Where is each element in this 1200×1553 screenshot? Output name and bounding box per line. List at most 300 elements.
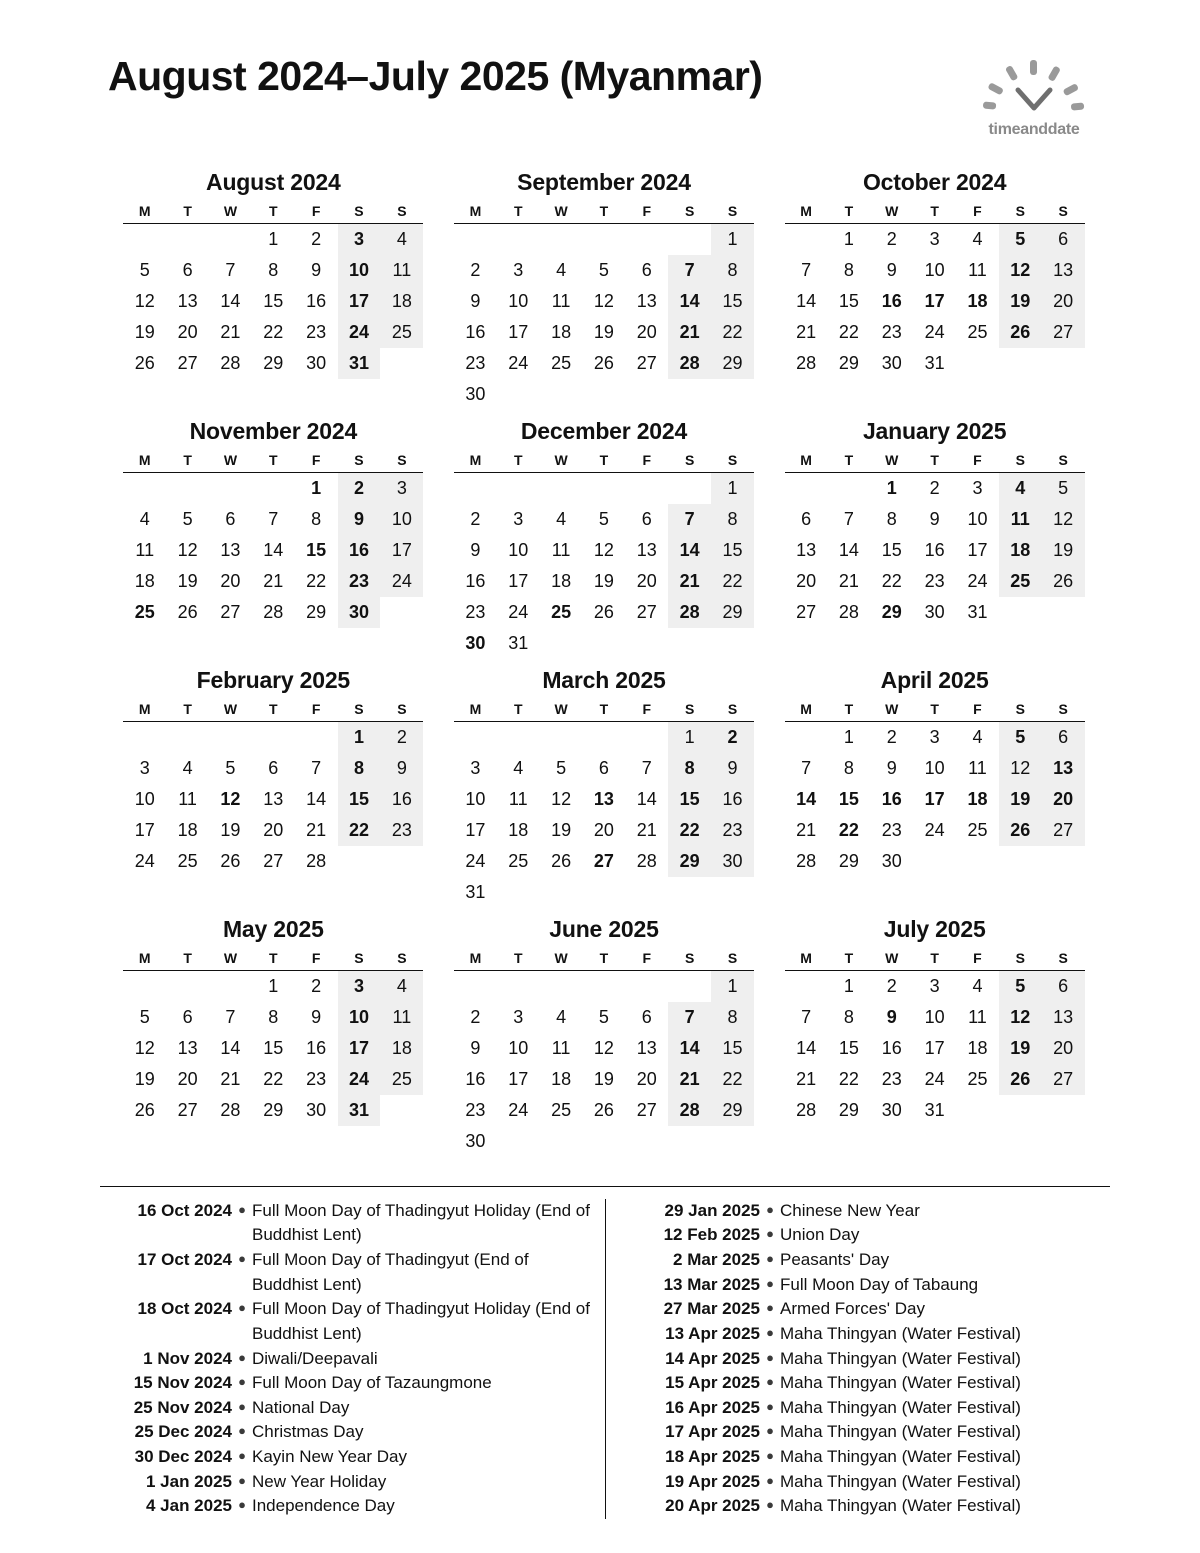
day-cell[interactable]: 13 <box>177 291 198 311</box>
day-cell[interactable]: 20 <box>796 571 817 591</box>
day-cell[interactable]: 6 <box>1042 971 1085 1003</box>
day-cell[interactable]: 9 <box>311 1007 322 1027</box>
day-cell[interactable]: 8 <box>886 509 897 529</box>
day-cell[interactable]: 11 <box>968 758 987 778</box>
day-cell[interactable]: 15 <box>711 535 754 566</box>
day-cell[interactable]: 27 <box>636 602 657 622</box>
day-cell[interactable]: 3 <box>513 509 524 529</box>
day-cell[interactable]: 10 <box>508 1038 529 1058</box>
day-cell[interactable]: 20 <box>636 322 657 342</box>
day-cell[interactable]: 5 <box>139 260 150 280</box>
day-cell[interactable]: 10 <box>134 789 155 809</box>
day-cell[interactable]: 16 <box>306 1038 327 1058</box>
day-cell[interactable]: 28 <box>796 851 817 871</box>
day-cell[interactable]: 13 <box>796 540 817 560</box>
day-cell[interactable]: 9 <box>929 509 940 529</box>
day-cell[interactable]: 11 <box>551 291 571 311</box>
day-cell[interactable]: 26 <box>551 851 572 871</box>
day-cell[interactable]: 8 <box>668 753 711 784</box>
day-cell[interactable]: 6 <box>182 1007 193 1027</box>
day-cell[interactable]: 20 <box>263 820 284 840</box>
day-cell[interactable]: 2 <box>929 478 940 498</box>
day-cell[interactable]: 26 <box>999 317 1042 348</box>
day-cell[interactable]: 24 <box>508 1100 529 1120</box>
day-cell[interactable]: 21 <box>263 571 284 591</box>
day-cell[interactable]: 2 <box>470 260 481 280</box>
day-cell[interactable]: 22 <box>711 317 754 348</box>
day-cell[interactable]: 18 <box>551 571 572 591</box>
day-cell[interactable]: 24 <box>338 317 381 348</box>
day-cell[interactable]: 16 <box>380 784 423 815</box>
day-cell[interactable]: 31 <box>465 882 486 902</box>
day-cell[interactable]: 13 <box>636 540 657 560</box>
day-cell[interactable]: 21 <box>220 322 241 342</box>
day-cell[interactable]: 23 <box>465 1100 486 1120</box>
day-cell[interactable]: 4 <box>139 509 150 529</box>
day-cell[interactable]: 28 <box>306 851 327 871</box>
day-cell[interactable]: 15 <box>263 291 284 311</box>
day-cell[interactable]: 18 <box>999 535 1042 566</box>
day-cell[interactable]: 28 <box>220 353 241 373</box>
day-cell[interactable]: 14 <box>838 540 859 560</box>
day-cell[interactable]: 16 <box>465 571 486 591</box>
day-cell[interactable]: 19 <box>134 322 155 342</box>
day-cell[interactable]: 22 <box>838 1069 859 1089</box>
day-cell[interactable]: 9 <box>886 1007 897 1027</box>
day-cell[interactable]: 12 <box>134 291 155 311</box>
day-cell[interactable]: 8 <box>268 1007 279 1027</box>
day-cell[interactable]: 14 <box>796 1038 817 1058</box>
day-cell[interactable]: 29 <box>711 348 754 379</box>
day-cell[interactable]: 5 <box>598 260 609 280</box>
day-cell[interactable]: 15 <box>711 1033 754 1064</box>
day-cell[interactable]: 9 <box>338 504 381 535</box>
day-cell[interactable]: 15 <box>668 784 711 815</box>
day-cell[interactable]: 3 <box>338 971 381 1003</box>
day-cell[interactable]: 1 <box>338 722 381 754</box>
day-cell[interactable]: 27 <box>1042 317 1085 348</box>
day-cell[interactable]: 29 <box>838 851 859 871</box>
day-cell[interactable]: 20 <box>636 1069 657 1089</box>
day-cell[interactable]: 18 <box>380 286 423 317</box>
day-cell[interactable]: 14 <box>796 789 817 809</box>
day-cell[interactable]: 4 <box>999 473 1042 505</box>
day-cell[interactable]: 30 <box>338 597 381 628</box>
day-cell[interactable]: 11 <box>508 789 528 809</box>
day-cell[interactable]: 30 <box>924 602 945 622</box>
day-cell[interactable]: 14 <box>306 789 327 809</box>
day-cell[interactable]: 11 <box>135 540 155 560</box>
day-cell[interactable]: 22 <box>263 322 284 342</box>
day-cell[interactable]: 28 <box>668 1095 711 1126</box>
day-cell[interactable]: 24 <box>924 820 945 840</box>
day-cell[interactable]: 19 <box>220 820 241 840</box>
day-cell[interactable]: 19 <box>593 1069 614 1089</box>
day-cell[interactable]: 30 <box>465 384 486 404</box>
day-cell[interactable]: 9 <box>711 753 754 784</box>
day-cell[interactable]: 18 <box>177 820 198 840</box>
day-cell[interactable]: 23 <box>306 322 327 342</box>
day-cell[interactable]: 6 <box>598 758 609 778</box>
day-cell[interactable]: 24 <box>338 1064 381 1095</box>
day-cell[interactable]: 27 <box>263 851 284 871</box>
day-cell[interactable]: 23 <box>881 322 902 342</box>
day-cell[interactable]: 2 <box>470 509 481 529</box>
day-cell[interactable]: 21 <box>668 566 711 597</box>
day-cell[interactable]: 21 <box>668 317 711 348</box>
day-cell[interactable]: 22 <box>838 820 859 840</box>
day-cell[interactable]: 8 <box>843 1007 854 1027</box>
day-cell[interactable]: 18 <box>967 1038 988 1058</box>
day-cell[interactable]: 1 <box>711 224 754 256</box>
day-cell[interactable]: 20 <box>1042 784 1085 815</box>
day-cell[interactable]: 15 <box>838 291 859 311</box>
day-cell[interactable]: 1 <box>268 976 279 996</box>
day-cell[interactable]: 30 <box>881 851 902 871</box>
day-cell[interactable]: 23 <box>380 815 423 846</box>
day-cell[interactable]: 11 <box>551 540 571 560</box>
day-cell[interactable]: 6 <box>268 758 279 778</box>
day-cell[interactable]: 5 <box>999 971 1042 1003</box>
day-cell[interactable]: 12 <box>593 540 614 560</box>
day-cell[interactable]: 28 <box>220 1100 241 1120</box>
day-cell[interactable]: 25 <box>967 1069 988 1089</box>
day-cell[interactable]: 10 <box>924 758 945 778</box>
day-cell[interactable]: 4 <box>380 224 423 256</box>
day-cell[interactable]: 15 <box>263 1038 284 1058</box>
day-cell[interactable]: 8 <box>711 504 754 535</box>
day-cell[interactable]: 19 <box>999 784 1042 815</box>
day-cell[interactable]: 4 <box>182 758 193 778</box>
day-cell[interactable]: 12 <box>999 753 1042 784</box>
day-cell[interactable]: 5 <box>225 758 236 778</box>
day-cell[interactable]: 7 <box>311 758 322 778</box>
day-cell[interactable]: 2 <box>470 1007 481 1027</box>
day-cell[interactable]: 12 <box>1042 504 1085 535</box>
day-cell[interactable]: 31 <box>338 1095 381 1126</box>
day-cell[interactable]: 31 <box>924 1100 945 1120</box>
day-cell[interactable]: 10 <box>465 789 486 809</box>
day-cell[interactable]: 16 <box>924 540 945 560</box>
day-cell[interactable]: 5 <box>999 224 1042 256</box>
day-cell[interactable]: 15 <box>338 784 381 815</box>
day-cell[interactable]: 6 <box>641 509 652 529</box>
day-cell[interactable]: 9 <box>470 291 481 311</box>
day-cell[interactable]: 24 <box>380 566 423 597</box>
day-cell[interactable]: 4 <box>556 509 567 529</box>
day-cell[interactable]: 22 <box>263 1069 284 1089</box>
day-cell[interactable]: 5 <box>556 758 567 778</box>
day-cell[interactable]: 26 <box>177 602 198 622</box>
day-cell[interactable]: 1 <box>711 971 754 1003</box>
day-cell[interactable]: 13 <box>636 1038 657 1058</box>
day-cell[interactable]: 17 <box>380 535 423 566</box>
day-cell[interactable]: 17 <box>465 820 486 840</box>
day-cell[interactable]: 2 <box>338 473 381 505</box>
day-cell[interactable]: 24 <box>967 571 988 591</box>
day-cell[interactable]: 30 <box>711 846 754 877</box>
day-cell[interactable]: 3 <box>139 758 150 778</box>
day-cell[interactable]: 5 <box>598 1007 609 1027</box>
day-cell[interactable]: 17 <box>967 540 988 560</box>
day-cell[interactable]: 22 <box>668 815 711 846</box>
day-cell[interactable]: 24 <box>465 851 486 871</box>
day-cell[interactable]: 17 <box>924 291 945 311</box>
day-cell[interactable]: 7 <box>843 509 854 529</box>
day-cell[interactable]: 28 <box>796 1100 817 1120</box>
day-cell[interactable]: 27 <box>1042 1064 1085 1095</box>
day-cell[interactable]: 1 <box>668 722 711 754</box>
day-cell[interactable]: 27 <box>636 1100 657 1120</box>
day-cell[interactable]: 16 <box>881 1038 902 1058</box>
day-cell[interactable]: 25 <box>508 851 529 871</box>
day-cell[interactable]: 6 <box>1042 224 1085 256</box>
day-cell[interactable]: 9 <box>380 753 423 784</box>
day-cell[interactable]: 17 <box>924 789 945 809</box>
day-cell[interactable]: 17 <box>338 286 381 317</box>
day-cell[interactable]: 10 <box>967 509 988 529</box>
day-cell[interactable]: 23 <box>881 820 902 840</box>
day-cell[interactable]: 8 <box>268 260 279 280</box>
day-cell[interactable]: 3 <box>513 1007 524 1027</box>
day-cell[interactable]: 3 <box>929 976 940 996</box>
day-cell[interactable]: 11 <box>968 1007 987 1027</box>
day-cell[interactable]: 3 <box>972 478 983 498</box>
day-cell[interactable]: 26 <box>593 353 614 373</box>
day-cell[interactable]: 13 <box>177 1038 198 1058</box>
day-cell[interactable]: 10 <box>924 1007 945 1027</box>
day-cell[interactable]: 30 <box>306 1100 327 1120</box>
day-cell[interactable]: 21 <box>796 820 817 840</box>
day-cell[interactable]: 6 <box>225 509 236 529</box>
day-cell[interactable]: 25 <box>551 602 572 622</box>
day-cell[interactable]: 14 <box>263 540 284 560</box>
day-cell[interactable]: 18 <box>134 571 155 591</box>
day-cell[interactable]: 10 <box>380 504 423 535</box>
day-cell[interactable]: 5 <box>598 509 609 529</box>
day-cell[interactable]: 2 <box>886 229 897 249</box>
day-cell[interactable]: 4 <box>972 229 983 249</box>
day-cell[interactable]: 1 <box>711 473 754 505</box>
day-cell[interactable]: 28 <box>668 348 711 379</box>
day-cell[interactable]: 11 <box>380 1002 423 1033</box>
day-cell[interactable]: 27 <box>593 851 614 871</box>
day-cell[interactable]: 17 <box>134 820 155 840</box>
day-cell[interactable]: 6 <box>1042 722 1085 754</box>
day-cell[interactable]: 19 <box>593 571 614 591</box>
day-cell[interactable]: 23 <box>881 1069 902 1089</box>
day-cell[interactable]: 16 <box>465 322 486 342</box>
day-cell[interactable]: 31 <box>924 353 945 373</box>
day-cell[interactable]: 12 <box>999 1002 1042 1033</box>
day-cell[interactable]: 26 <box>134 1100 155 1120</box>
day-cell[interactable]: 28 <box>796 353 817 373</box>
day-cell[interactable]: 9 <box>470 1038 481 1058</box>
day-cell[interactable]: 23 <box>465 602 486 622</box>
day-cell[interactable]: 15 <box>306 540 327 560</box>
day-cell[interactable]: 16 <box>306 291 327 311</box>
day-cell[interactable]: 15 <box>838 789 859 809</box>
day-cell[interactable]: 5 <box>1042 473 1085 505</box>
day-cell[interactable]: 6 <box>801 509 812 529</box>
day-cell[interactable]: 22 <box>338 815 381 846</box>
day-cell[interactable]: 1 <box>843 727 854 747</box>
day-cell[interactable]: 31 <box>338 348 381 379</box>
day-cell[interactable]: 25 <box>999 566 1042 597</box>
day-cell[interactable]: 25 <box>967 820 988 840</box>
day-cell[interactable]: 25 <box>177 851 198 871</box>
day-cell[interactable]: 12 <box>134 1038 155 1058</box>
day-cell[interactable]: 6 <box>641 1007 652 1027</box>
day-cell[interactable]: 16 <box>338 535 381 566</box>
day-cell[interactable]: 12 <box>593 291 614 311</box>
day-cell[interactable]: 8 <box>711 1002 754 1033</box>
day-cell[interactable]: 7 <box>668 1002 711 1033</box>
day-cell[interactable]: 14 <box>668 1033 711 1064</box>
day-cell[interactable]: 30 <box>881 353 902 373</box>
day-cell[interactable]: 9 <box>470 540 481 560</box>
day-cell[interactable]: 3 <box>929 229 940 249</box>
day-cell[interactable]: 27 <box>177 1100 198 1120</box>
day-cell[interactable]: 23 <box>924 571 945 591</box>
day-cell[interactable]: 19 <box>999 1033 1042 1064</box>
day-cell[interactable]: 5 <box>139 1007 150 1027</box>
day-cell[interactable]: 9 <box>886 758 897 778</box>
day-cell[interactable]: 20 <box>1042 286 1085 317</box>
day-cell[interactable]: 16 <box>711 784 754 815</box>
day-cell[interactable]: 26 <box>1042 566 1085 597</box>
day-cell[interactable]: 22 <box>711 1064 754 1095</box>
day-cell[interactable]: 10 <box>924 260 945 280</box>
day-cell[interactable]: 7 <box>268 509 279 529</box>
day-cell[interactable]: 27 <box>796 602 817 622</box>
day-cell[interactable]: 20 <box>220 571 241 591</box>
day-cell[interactable]: 28 <box>668 597 711 628</box>
day-cell[interactable]: 21 <box>668 1064 711 1095</box>
day-cell[interactable]: 5 <box>999 722 1042 754</box>
day-cell[interactable]: 27 <box>1042 815 1085 846</box>
day-cell[interactable]: 4 <box>380 971 423 1003</box>
day-cell[interactable]: 14 <box>220 291 241 311</box>
day-cell[interactable]: 17 <box>508 1069 529 1089</box>
day-cell[interactable]: 7 <box>801 260 812 280</box>
day-cell[interactable]: 13 <box>593 789 614 809</box>
day-cell[interactable]: 5 <box>182 509 193 529</box>
day-cell[interactable]: 11 <box>999 504 1042 535</box>
day-cell[interactable]: 29 <box>668 846 711 877</box>
day-cell[interactable]: 27 <box>220 602 241 622</box>
day-cell[interactable]: 2 <box>711 722 754 754</box>
day-cell[interactable]: 2 <box>311 229 322 249</box>
day-cell[interactable]: 25 <box>380 317 423 348</box>
day-cell[interactable]: 25 <box>380 1064 423 1095</box>
day-cell[interactable]: 10 <box>338 1002 381 1033</box>
day-cell[interactable]: 8 <box>843 758 854 778</box>
day-cell[interactable]: 14 <box>668 286 711 317</box>
day-cell[interactable]: 4 <box>556 260 567 280</box>
day-cell[interactable]: 18 <box>380 1033 423 1064</box>
day-cell[interactable]: 26 <box>999 1064 1042 1095</box>
day-cell[interactable]: 29 <box>306 602 327 622</box>
day-cell[interactable]: 30 <box>465 1131 486 1151</box>
day-cell[interactable]: 2 <box>380 722 423 754</box>
day-cell[interactable]: 20 <box>177 322 198 342</box>
day-cell[interactable]: 19 <box>999 286 1042 317</box>
day-cell[interactable]: 19 <box>1042 535 1085 566</box>
day-cell[interactable]: 9 <box>886 260 897 280</box>
day-cell[interactable]: 14 <box>668 535 711 566</box>
day-cell[interactable]: 2 <box>311 976 322 996</box>
day-cell[interactable]: 12 <box>999 255 1042 286</box>
day-cell[interactable]: 17 <box>338 1033 381 1064</box>
day-cell[interactable]: 8 <box>711 255 754 286</box>
day-cell[interactable]: 27 <box>636 353 657 373</box>
day-cell[interactable]: 3 <box>338 224 381 256</box>
day-cell[interactable]: 3 <box>380 473 423 505</box>
day-cell[interactable]: 25 <box>551 1100 572 1120</box>
day-cell[interactable]: 7 <box>668 504 711 535</box>
day-cell[interactable]: 2 <box>886 727 897 747</box>
day-cell[interactable]: 1 <box>268 229 279 249</box>
day-cell[interactable]: 10 <box>508 291 529 311</box>
day-cell[interactable]: 11 <box>551 1038 571 1058</box>
day-cell[interactable]: 3 <box>929 727 940 747</box>
day-cell[interactable]: 29 <box>263 353 284 373</box>
day-cell[interactable]: 11 <box>178 789 197 809</box>
day-cell[interactable]: 25 <box>967 322 988 342</box>
day-cell[interactable]: 11 <box>968 260 987 280</box>
day-cell[interactable]: 23 <box>711 815 754 846</box>
day-cell[interactable]: 7 <box>225 260 236 280</box>
day-cell[interactable]: 24 <box>508 602 529 622</box>
day-cell[interactable]: 22 <box>711 566 754 597</box>
day-cell[interactable]: 4 <box>972 727 983 747</box>
day-cell[interactable]: 10 <box>508 540 529 560</box>
day-cell[interactable]: 21 <box>220 1069 241 1089</box>
day-cell[interactable]: 18 <box>508 820 529 840</box>
day-cell[interactable]: 25 <box>551 353 572 373</box>
day-cell[interactable]: 20 <box>593 820 614 840</box>
day-cell[interactable]: 26 <box>134 353 155 373</box>
day-cell[interactable]: 7 <box>801 1007 812 1027</box>
day-cell[interactable]: 19 <box>177 571 198 591</box>
day-cell[interactable]: 19 <box>134 1069 155 1089</box>
day-cell[interactable]: 15 <box>881 540 902 560</box>
day-cell[interactable]: 29 <box>711 597 754 628</box>
day-cell[interactable]: 14 <box>636 789 657 809</box>
day-cell[interactable]: 7 <box>668 255 711 286</box>
day-cell[interactable]: 6 <box>641 260 652 280</box>
day-cell[interactable]: 31 <box>508 633 529 653</box>
day-cell[interactable]: 15 <box>838 1038 859 1058</box>
day-cell[interactable]: 4 <box>513 758 524 778</box>
day-cell[interactable]: 19 <box>593 322 614 342</box>
day-cell[interactable]: 29 <box>263 1100 284 1120</box>
day-cell[interactable]: 12 <box>551 789 572 809</box>
day-cell[interactable]: 13 <box>636 291 657 311</box>
day-cell[interactable]: 8 <box>311 509 322 529</box>
day-cell[interactable]: 12 <box>593 1038 614 1058</box>
day-cell[interactable]: 18 <box>967 291 988 311</box>
day-cell[interactable]: 12 <box>220 789 241 809</box>
day-cell[interactable]: 4 <box>556 1007 567 1027</box>
day-cell[interactable]: 27 <box>177 353 198 373</box>
day-cell[interactable]: 14 <box>220 1038 241 1058</box>
day-cell[interactable]: 21 <box>636 820 657 840</box>
day-cell[interactable]: 18 <box>551 1069 572 1089</box>
day-cell[interactable]: 10 <box>338 255 381 286</box>
day-cell[interactable]: 13 <box>1042 1002 1085 1033</box>
